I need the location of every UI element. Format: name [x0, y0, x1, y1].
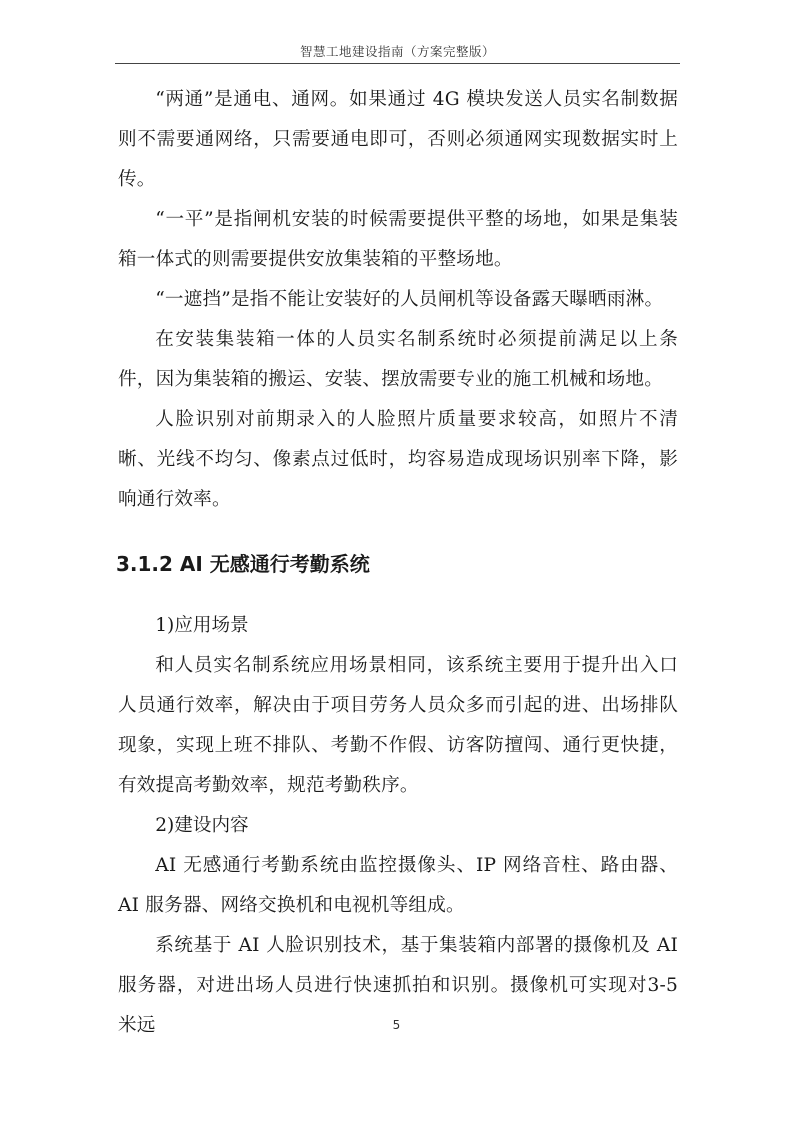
paragraph-container-install: 在安装集装箱一体的人员实名制系统时必须提前满足以上条件，因为集装箱的搬运、安装、摆放需要专业的施工机械和场地。 — [118, 329, 678, 390]
paragraph-face-recognition: 人脸识别对前期录入的人脸照片质量要求较高，如照片不清晰、光线不均匀、像素点过低时，均容易造成现场识别率下降，影响通行效率。 — [118, 409, 678, 510]
subsection-title-application: 1)应用场景 — [155, 615, 249, 636]
paragraph-two-connections: “两通”是通电、通网。如果通过 4G 模块发送人员实名制数据则不需要通网络，只需要通电即可，否则必须通网实现数据实时上传。 — [118, 89, 678, 190]
subsection-title-construction: 2)建设内容 — [155, 815, 249, 836]
page-number: 5 — [392, 1018, 401, 1032]
paragraph-system-components: AI 无感通行考勤系统由监控摄像头、IP 网络音柱、路由器、AI 服务器、网络交换机和电视机等组成。 — [118, 855, 678, 916]
section-heading: 3.1.2 AI 无感通行考勤系统 — [116, 552, 370, 576]
paragraph-one-shelter: “一遮挡”是指不能让安装好的人员闸机等设备露天曝晒雨淋。 — [155, 289, 664, 310]
page-content — [118, 80, 678, 1046]
paragraph-system-technology: 系统基于 AI 人脸识别技术，基于集装箱内部署的摄像机及 AI 服务器，对进出场人员进行快速抓拍和识别。摄像机可实现对3-5 米远 — [118, 935, 678, 1036]
running-header: 智慧工地建设指南（方案完整版） — [115, 42, 680, 64]
paragraph-one-level: “一平”是指闸机安装的时候需要提供平整的场地，如果是集装箱一体式的则需要提供安放集装箱的平整场地。 — [118, 209, 678, 270]
paragraph-application-scenario: 和人员实名制系统应用场景相同，该系统主要用于提升出入口人员通行效率，解决由于项目劳务人员众多而引起的进、出场排队现象，实现上班不排队、考勤不作假、访客防擅闯、通行更快捷，有效提高考勤效率，规范考勤秩序。 — [118, 655, 678, 796]
